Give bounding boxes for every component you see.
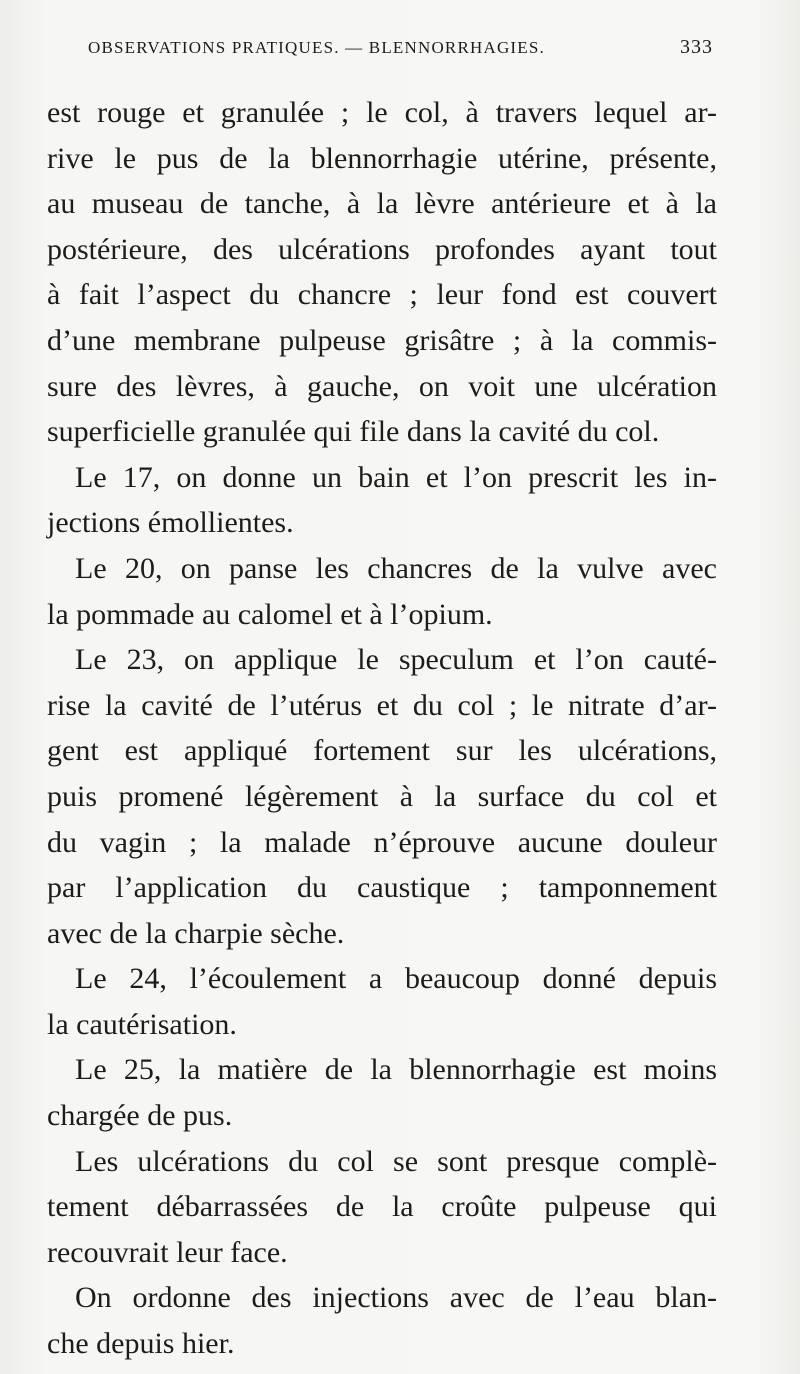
text-line: On ordonne des injections avec de l’eau blan- — [75, 1281, 717, 1315]
text-line: chargée de pus. — [47, 1099, 233, 1133]
running-head — [88, 38, 713, 61]
text-line: la pommade au calomel et à l’opium. — [47, 597, 493, 631]
paragraph — [47, 546, 717, 637]
text-line: au museau de tanche, à la lèvre antérieure et à la — [47, 187, 717, 221]
text-line: che depuis hier. — [47, 1327, 235, 1361]
running-title: OBSERVATIONS PRATIQUES. — BLENNORRHAGIES. — [88, 38, 545, 57]
text-line: rise la cavité de l’utérus et du col ; le nitrate d’ar- — [47, 688, 717, 722]
text-line: puis promené légèrement à la surface du col et — [47, 779, 717, 813]
text-line: Le 25, la matière de la blennorrhagie est moins — [75, 1053, 717, 1087]
text-line: par l’application du caustique ; tamponnement — [47, 871, 717, 905]
text-line: Le 20, on panse les chancres de la vulve avec — [75, 551, 717, 585]
text-line: superficielle granulée qui file dans la cavité du col. — [47, 415, 660, 449]
text-line: Le 24, l’écoulement a beaucoup donné depuis — [75, 962, 717, 996]
text-line: rive le pus de la blennorrhagie utérine, présente, — [47, 141, 717, 175]
text-line: la cautérisation. — [47, 1007, 237, 1041]
text-line: avec de la charpie sèche. — [47, 916, 345, 950]
text-line: recouvrait leur face. — [47, 1235, 288, 1269]
text-line: du vagin ; la malade n’éprouve aucune douleur — [47, 825, 717, 859]
text-line: gent est appliqué fortement sur les ulcérations, — [47, 734, 717, 768]
paragraph — [47, 1047, 717, 1138]
text-line: est rouge et granulée ; le col, à travers lequel ar- — [47, 96, 717, 129]
text-line: postérieure, des ulcérations profondes ayant tout — [47, 232, 717, 266]
paragraph — [47, 90, 717, 455]
paragraph — [47, 455, 717, 546]
text-line: jections émollientes. — [47, 506, 294, 540]
page-number: 333 — [680, 36, 713, 58]
paragraph — [47, 1139, 717, 1276]
body-text — [47, 90, 717, 1367]
text-line: Le 17, on donne un bain et l’on prescrit les in- — [75, 460, 717, 494]
text-line: tement débarrassées de la croûte pulpeuse qui — [47, 1190, 717, 1224]
paragraph — [47, 1275, 717, 1366]
paragraph — [47, 956, 717, 1047]
paragraph — [47, 637, 717, 956]
text-line: à fait l’aspect du chancre ; leur fond est couvert — [47, 278, 717, 312]
text-line: Le 23, on applique le speculum et l’on cauté- — [75, 643, 717, 677]
text-line: d’une membrane pulpeuse grisâtre ; à la commis- — [47, 323, 717, 357]
text-line: Les ulcérations du col se sont presque complè- — [75, 1144, 717, 1178]
text-line: sure des lèvres, à gauche, on voit une ulcération — [47, 369, 717, 403]
